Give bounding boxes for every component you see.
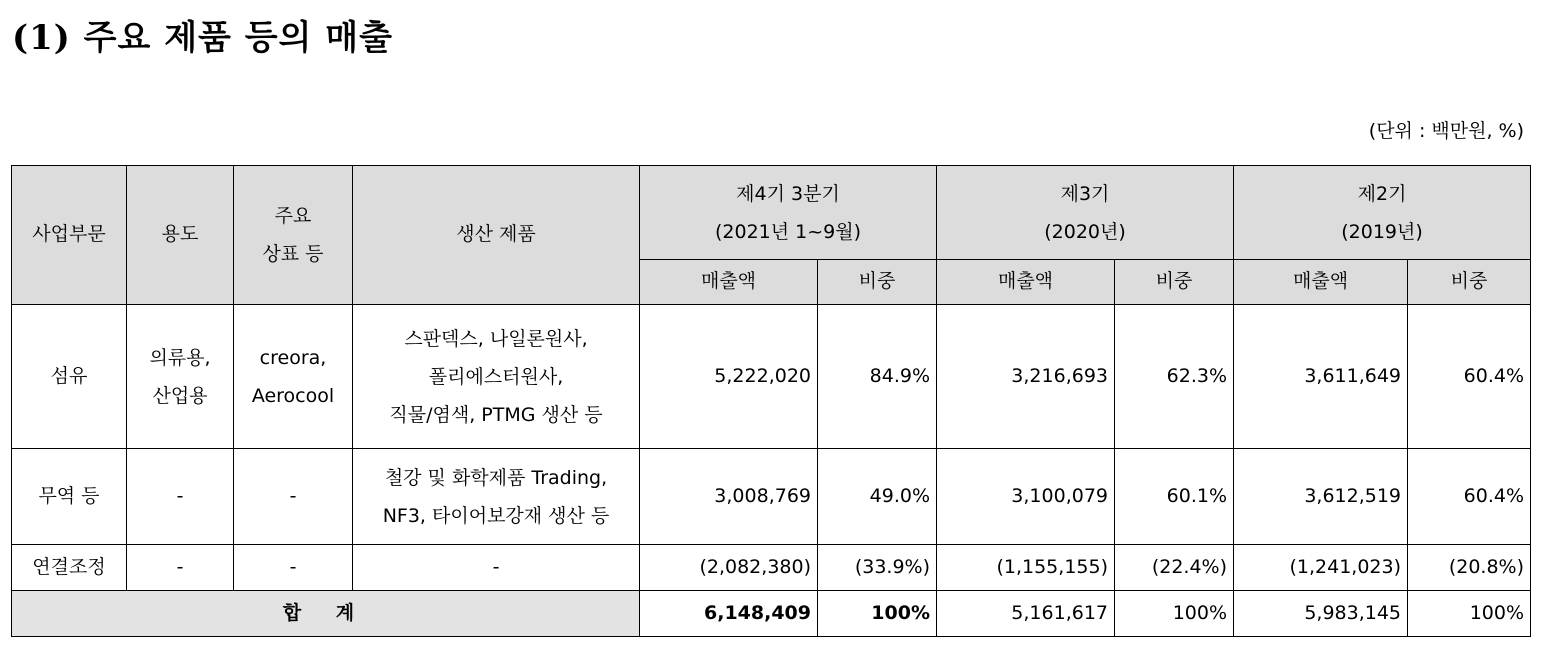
subheader-ratio-p4: 비중 bbox=[818, 260, 937, 305]
sales-p4: (2,082,380) bbox=[640, 545, 818, 591]
ratio-p4: 84.9% bbox=[818, 305, 937, 449]
products-line1: 철강 및 화학제품 Trading, bbox=[384, 466, 608, 489]
header-brand bbox=[234, 166, 353, 305]
usage-cell: - bbox=[127, 449, 234, 545]
total-sales-p4: 6,148,409 bbox=[640, 591, 818, 637]
header-period-4-name: 제4기 3분기 bbox=[736, 182, 840, 205]
products-line1: 스판덱스, 나일론원사, bbox=[404, 327, 588, 350]
total-ratio-p3: 100% bbox=[1115, 591, 1234, 637]
subheader-sales-p3: 매출액 bbox=[937, 260, 1115, 305]
usage-cell bbox=[127, 305, 234, 449]
ratio-p2: (20.8%) bbox=[1408, 545, 1531, 591]
products-line3: 직물/염색, PTMG 생산 등 bbox=[389, 403, 603, 426]
sales-p2: 3,611,649 bbox=[1234, 305, 1408, 449]
products-cell bbox=[353, 305, 640, 449]
header-segment: 사업부문 bbox=[12, 166, 127, 305]
sales-p4: 3,008,769 bbox=[640, 449, 818, 545]
ratio-p4: (33.9%) bbox=[818, 545, 937, 591]
usage-line1: 의류용, bbox=[149, 346, 211, 369]
products-cell: - bbox=[353, 545, 640, 591]
brand-line2: Aerocool bbox=[251, 384, 335, 407]
table-row-fiber bbox=[12, 305, 1531, 449]
header-period-2-name: 제2기 bbox=[1357, 182, 1407, 205]
sales-p3: (1,155,155) bbox=[937, 545, 1115, 591]
products-line2: NF3, 타이어보강재 생산 등 bbox=[382, 504, 610, 527]
total-sales-p3: 5,161,617 bbox=[937, 591, 1115, 637]
subheader-ratio-p2: 비중 bbox=[1408, 260, 1531, 305]
header-period-2 bbox=[1234, 166, 1531, 260]
table-row-trade bbox=[12, 449, 1531, 545]
total-ratio-p2: 100% bbox=[1408, 591, 1531, 637]
header-period-3 bbox=[937, 166, 1234, 260]
ratio-p3: 60.1% bbox=[1115, 449, 1234, 545]
brand-cell: - bbox=[234, 545, 353, 591]
header-products: 생산 제품 bbox=[353, 166, 640, 305]
ratio-p2: 60.4% bbox=[1408, 449, 1531, 545]
usage-cell: - bbox=[127, 545, 234, 591]
header-period-4 bbox=[640, 166, 937, 260]
total-label: 합 계 bbox=[12, 591, 640, 637]
page-title: (1) 주요 제품 등의 매출 bbox=[12, 18, 393, 58]
subheader-sales-p4: 매출액 bbox=[640, 260, 818, 305]
table-row-total bbox=[12, 591, 1531, 637]
sales-p2: (1,241,023) bbox=[1234, 545, 1408, 591]
segment-cell: 연결조정 bbox=[12, 545, 127, 591]
brand-line1: creora, bbox=[259, 346, 327, 369]
sales-table bbox=[11, 165, 1531, 637]
header-period-2-range: (2019년) bbox=[1341, 220, 1423, 243]
header-brand-line2: 상표 등 bbox=[262, 243, 324, 265]
brand-cell: - bbox=[234, 449, 353, 545]
products-cell bbox=[353, 449, 640, 545]
subheader-ratio-p3: 비중 bbox=[1115, 260, 1234, 305]
sales-p4: 5,222,020 bbox=[640, 305, 818, 449]
ratio-p2: 60.4% bbox=[1408, 305, 1531, 449]
sales-p2: 3,612,519 bbox=[1234, 449, 1408, 545]
header-row bbox=[12, 166, 1531, 260]
total-sales-p2: 5,983,145 bbox=[1234, 591, 1408, 637]
table-row-adjustment bbox=[12, 545, 1531, 591]
segment-cell: 섬유 bbox=[12, 305, 127, 449]
products-line2: 폴리에스터원사, bbox=[428, 365, 564, 388]
sales-p3: 3,216,693 bbox=[937, 305, 1115, 449]
header-period-4-range: (2021년 1~9월) bbox=[714, 220, 862, 243]
ratio-p3: (22.4%) bbox=[1115, 545, 1234, 591]
sales-p3: 3,100,079 bbox=[937, 449, 1115, 545]
header-brand-line1: 주요 bbox=[274, 205, 312, 227]
unit-note: (단위 : 백만원, %) bbox=[1368, 120, 1524, 142]
header-period-3-range: (2020년) bbox=[1044, 220, 1126, 243]
subheader-sales-p2: 매출액 bbox=[1234, 260, 1408, 305]
ratio-p3: 62.3% bbox=[1115, 305, 1234, 449]
header-usage: 용도 bbox=[127, 166, 234, 305]
segment-cell: 무역 등 bbox=[12, 449, 127, 545]
brand-cell bbox=[234, 305, 353, 449]
total-ratio-p4: 100% bbox=[818, 591, 937, 637]
ratio-p4: 49.0% bbox=[818, 449, 937, 545]
usage-line2: 산업용 bbox=[152, 384, 208, 407]
header-period-3-name: 제3기 bbox=[1060, 182, 1110, 205]
